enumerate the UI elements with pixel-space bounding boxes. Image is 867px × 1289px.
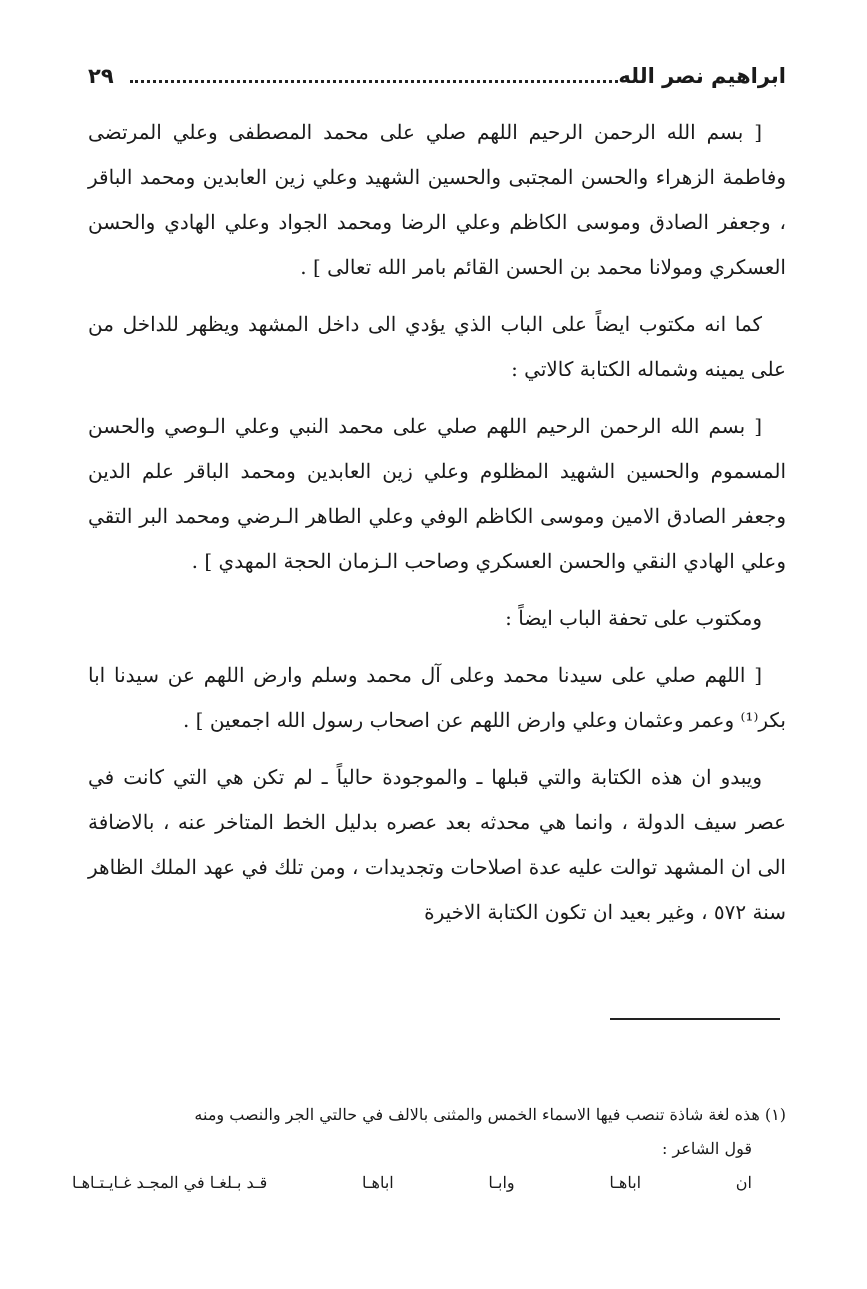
paragraph-inscription-1: [ بسم الله الرحمن الرحيم اللهم صلي على محمد المصطفى وعلي المرتضى وفاطمة الزهراء والحسن المجتبى والحسين الشهيد وعلي زين العابدين ومحمد الباقر ، وجعفر الصادق وموسى الكاظم وعلي الرضا ومحمد الجواد وعلي الهادي والحسن العسكري ومولانا محمد بن الحسن القائم بامر الله تعالى ] . <box>88 120 786 279</box>
verse-word: اباهـا <box>609 1173 642 1192</box>
page-number: ٢٩ <box>88 64 114 88</box>
verse-word: وابـا <box>488 1173 515 1192</box>
verse-hemistich: قـد بـلغـا في المجـد غـايـتـاهـا <box>72 1173 268 1192</box>
footnotes <box>72 1098 786 1200</box>
paragraph-commentary: ويبدو ان هذه الكتابة والتي قبلها ـ والموجودة حالياً ـ لم تكن هي التي كانت في عصر سيف الدولة ، وانما هي محدثه بعد عصره بدليل الخط المتاخر عنه ، بالاضافة الى ان المشهد توالت عليه عدة اصلاحات وتجديدات ، ومن تلك في عهد الملك الظاهر سنة ٥٧٢ ، وغير بعيد ان تكون الكتابة الاخيرة <box>88 765 787 924</box>
footnote-1-continuation: قول الشاعر : <box>662 1139 752 1158</box>
header-title: ابراهيم نصر الله <box>618 64 786 88</box>
footnote-1: (١) هذه لغة شاذة تنصب فيها الاسماء الخمس والمثنى بالالف في حالتي الجر والنصب ومنه <box>194 1105 786 1124</box>
paragraph-inscription-2: [ بسم الله الرحمن الرحيم اللهم صلي على محمد النبي وعلي الـوصي والحسن المسموم والحسين الشهيد المظلوم وعلي زين العابدين ومحمد الباقر علم الدين وجعفر الصادق الامين وموسى الكاظم الوفي وعلي الطاهر الـرضي ومحمد البر التقي وعلي الهادي النقي والحسن العسكري وصاحب الـزمان الحجة المهدي ] . <box>88 414 786 573</box>
footnote-separator <box>610 1018 780 1020</box>
paragraph-door-description: كما انه مكتوب ايضاً على الباب الذي يؤدي الى داخل المشهد ويظهر للداخل من على يمينه وشماله الكتابة كالاتي : <box>88 312 786 381</box>
verse-word: ان <box>735 1173 752 1192</box>
verse-word: اباهـا <box>361 1173 394 1192</box>
paragraph-door-plaque: ومكتوب على تحفة الباب ايضاً : <box>505 606 762 630</box>
footnote-verse <box>72 1166 786 1200</box>
paragraph-inscription-3: [ اللهم صلي على سيدنا محمد وعلى آل محمد وسلم وارض اللهم عن سيدنا ابا بكر⁽¹⁾ وعمر وعثمان وعلي وارض اللهم عن اصحاب رسول الله اجمعين ] . <box>88 663 786 732</box>
main-text <box>88 110 786 935</box>
running-header <box>88 64 786 98</box>
header-dot-leader <box>130 80 618 83</box>
